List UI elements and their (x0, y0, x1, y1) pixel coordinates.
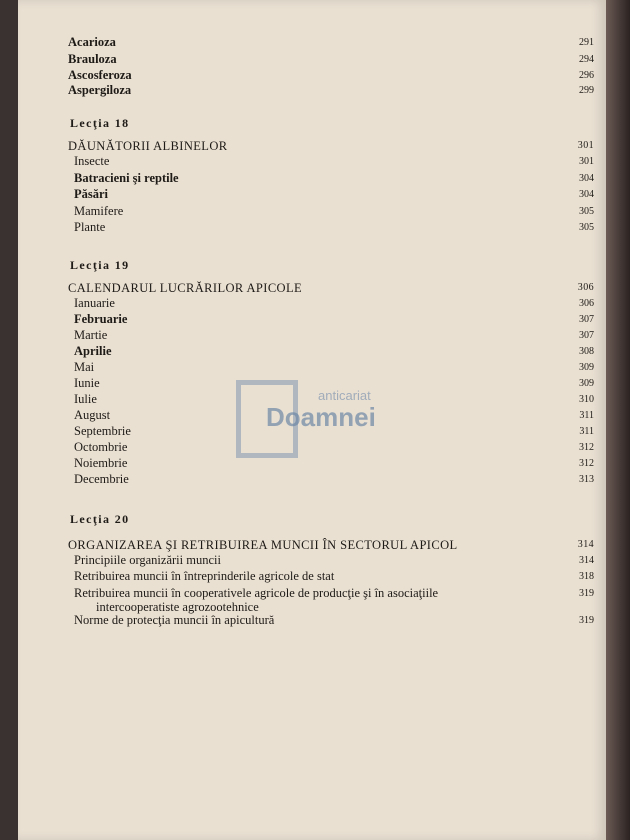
entry-title: Insecte (74, 154, 110, 168)
entry-title: Octombrie (74, 440, 128, 454)
toc-entry (74, 171, 594, 186)
entry-title: Aspergiloza (68, 83, 132, 97)
entry-page: 309 (579, 378, 594, 389)
entry-page: 319 (579, 588, 594, 599)
toc-entry (74, 328, 594, 343)
entry-title: Decembrie (74, 472, 129, 486)
entry-page: 304 (579, 189, 594, 200)
section-title (68, 537, 594, 553)
toc-entry (74, 296, 594, 311)
entry-page: 301 (579, 156, 594, 167)
entry-title: Brauloza (68, 52, 117, 66)
entry-title: Retribuirea muncii în cooperativele agricole de producţie şi în asociaţiile (74, 586, 439, 600)
section-title-text: DĂUNĂTORII ALBINELOR (68, 139, 228, 153)
entry-page: 291 (579, 37, 594, 48)
entry-page: 294 (579, 54, 594, 65)
toc-entry (68, 82, 594, 99)
entry-title: Mai (74, 360, 95, 374)
toc-entry (68, 34, 594, 51)
entry-page: 306 (579, 298, 594, 309)
entry-page: 318 (579, 571, 594, 582)
lesson-heading: Lecţia 19 (70, 258, 130, 272)
toc-entry (68, 51, 594, 68)
entry-page: 308 (579, 346, 594, 357)
toc-entry (74, 392, 594, 407)
entry-title: Ianuarie (74, 296, 115, 310)
toc-entry (74, 204, 594, 219)
entry-page: 305 (579, 222, 594, 233)
entry-title: Norme de protecţia muncii în apicultură (74, 613, 275, 627)
entry-page: 319 (579, 615, 594, 626)
section-title (68, 280, 594, 296)
entry-page: 311 (579, 426, 594, 437)
entry-title: Iunie (74, 376, 100, 390)
entry-title: Acarioza (68, 35, 116, 49)
entry-page: 307 (579, 314, 594, 325)
watermark-big-text: Doamnei (266, 402, 376, 432)
entry-title: Februarie (74, 312, 128, 326)
entry-title: Păsări (74, 187, 109, 201)
section-page: 314 (577, 539, 594, 550)
toc-entry (74, 613, 594, 628)
toc-entry (74, 344, 594, 359)
entry-title: Plante (74, 220, 106, 234)
entry-page: 313 (579, 474, 594, 485)
toc-entry (74, 187, 594, 202)
toc-entry (74, 220, 594, 235)
toc-entry (74, 472, 594, 487)
entry-title: Aprilie (74, 344, 112, 358)
toc-entry (74, 408, 594, 423)
entry-title: Retribuirea muncii în întreprinderile agricole de stat (74, 569, 335, 583)
entry-page: 296 (579, 70, 594, 81)
entry-title: Iulie (74, 392, 97, 406)
section-title (68, 138, 594, 154)
toc-entry (74, 376, 594, 391)
entry-title: Batracieni şi reptile (74, 171, 179, 185)
entry-title: Noiembrie (74, 456, 128, 470)
toc-entry (74, 586, 594, 601)
toc-entry (74, 360, 594, 375)
toc-entry (74, 424, 594, 439)
entry-page: 304 (579, 173, 594, 184)
section-page: 301 (577, 140, 594, 151)
entry-page: 314 (579, 555, 594, 566)
entry-page: 309 (579, 362, 594, 373)
entry-page: 312 (579, 458, 594, 469)
toc-entry (74, 154, 594, 169)
entry-page: 311 (579, 410, 594, 421)
entry-title: intercooperatiste agrozootehnice (96, 600, 259, 614)
section-page: 306 (577, 282, 594, 293)
entry-title: Septembrie (74, 424, 131, 438)
entry-title: Ascosferoza (68, 68, 132, 82)
entry-page: 312 (579, 442, 594, 453)
entry-title: August (74, 408, 111, 422)
toc-entry (74, 312, 594, 327)
lesson-heading: Lecţia 20 (70, 512, 130, 526)
entry-title: Martie (74, 328, 108, 342)
section-title-text: ORGANIZAREA ŞI RETRIBUIREA MUNCII ÎN SECTORUL APICOL (68, 538, 458, 552)
toc-entry (74, 440, 594, 455)
lesson-heading: Lecţia 18 (70, 116, 130, 130)
entry-title: Principiile organizării muncii (74, 553, 221, 567)
entry-page: 299 (579, 85, 594, 96)
entry-page: 307 (579, 330, 594, 341)
section-title-text: CALENDARUL LUCRĂRILOR APICOLE (68, 281, 303, 295)
toc-entry (74, 553, 594, 568)
watermark-small-text: anticariat (318, 388, 371, 403)
toc-entry (74, 569, 594, 584)
entry-page: 310 (579, 394, 594, 405)
toc-entry (74, 456, 594, 471)
entry-title: Mamifere (74, 204, 124, 218)
entry-page: 305 (579, 206, 594, 217)
